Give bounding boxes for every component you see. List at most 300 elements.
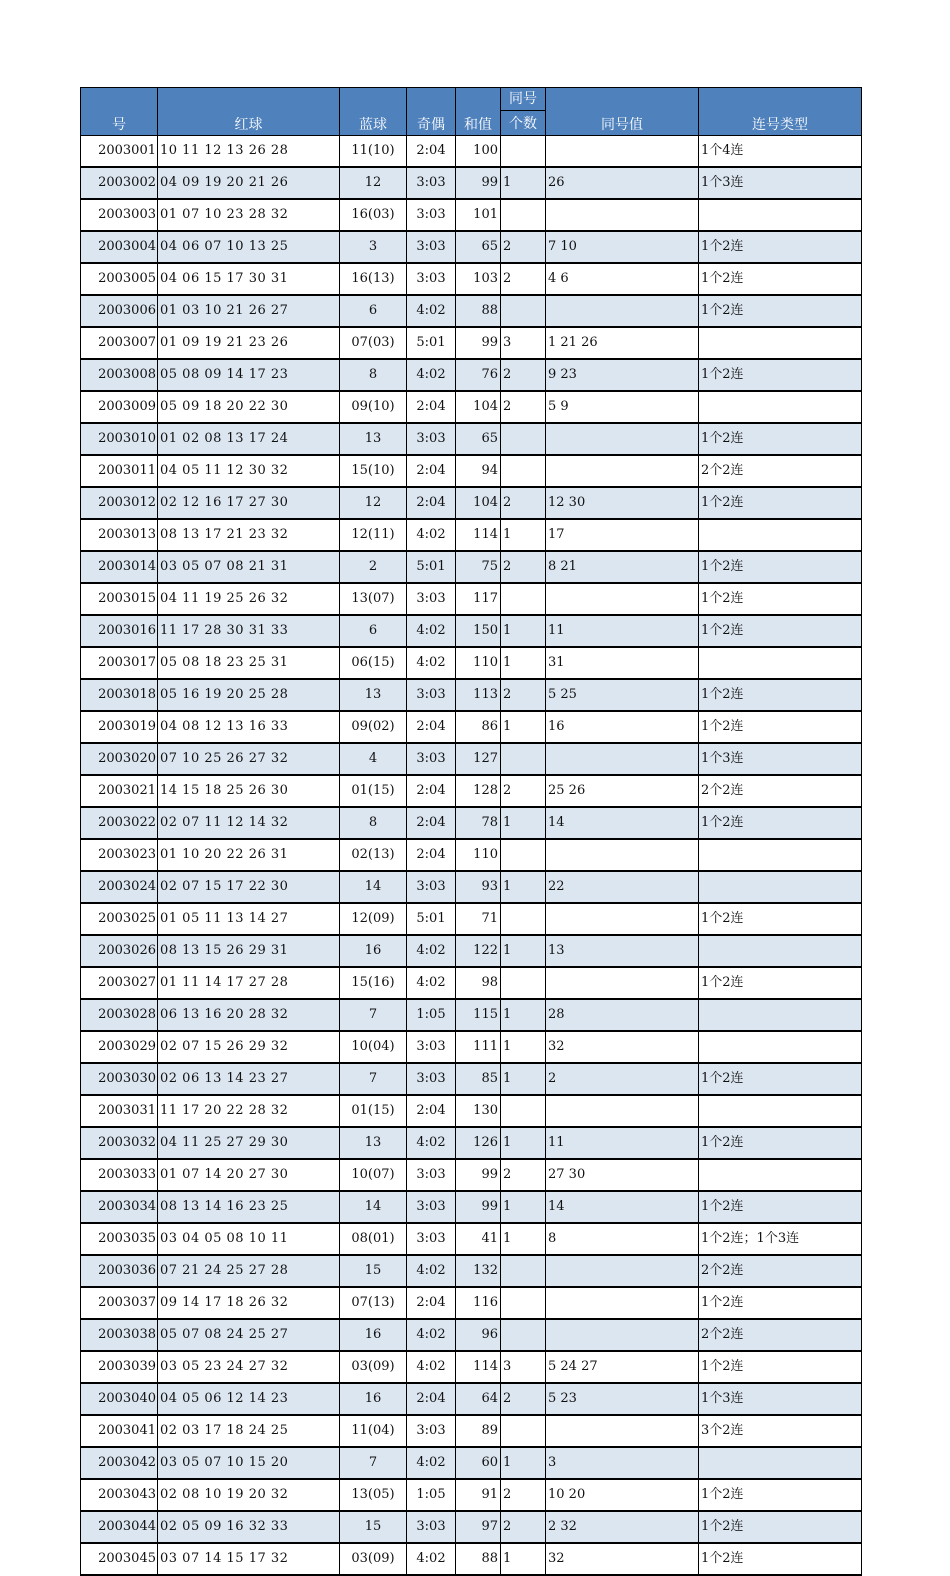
cell-sum: 64 bbox=[456, 1383, 501, 1415]
cell-sum: 94 bbox=[456, 455, 501, 487]
table-row bbox=[81, 136, 862, 168]
cell-issue: 2003002 bbox=[81, 167, 158, 199]
cell-red-balls: 08 13 14 16 23 25 bbox=[158, 1191, 340, 1223]
cell-issue: 2003034 bbox=[81, 1191, 158, 1223]
table-row bbox=[81, 775, 862, 807]
cell-same-count: 1 bbox=[501, 519, 546, 551]
cell-same-values: 28 bbox=[546, 999, 699, 1031]
cell-sum: 128 bbox=[456, 775, 501, 807]
cell-consecutive-type: 1个2连 bbox=[699, 1063, 862, 1095]
cell-blue-ball: 16 bbox=[340, 1319, 407, 1351]
table-row bbox=[81, 519, 862, 551]
cell-consecutive-type: 1个2连 bbox=[699, 583, 862, 615]
cell-same-count bbox=[501, 839, 546, 871]
cell-issue: 2003009 bbox=[81, 391, 158, 423]
cell-issue: 2003027 bbox=[81, 967, 158, 999]
cell-odd-even: 3:03 bbox=[407, 1159, 456, 1191]
cell-same-values: 25 26 bbox=[546, 775, 699, 807]
cell-issue: 2003022 bbox=[81, 807, 158, 839]
cell-consecutive-type bbox=[699, 871, 862, 903]
cell-issue: 2003038 bbox=[81, 1319, 158, 1351]
cell-sum: 110 bbox=[456, 647, 501, 679]
cell-same-values: 14 bbox=[546, 807, 699, 839]
cell-red-balls: 03 05 07 10 15 20 bbox=[158, 1447, 340, 1479]
header-odd-even: 奇偶 bbox=[407, 88, 456, 136]
cell-red-balls: 01 09 19 21 23 26 bbox=[158, 327, 340, 359]
cell-same-count bbox=[501, 199, 546, 231]
cell-sum: 91 bbox=[456, 1479, 501, 1511]
cell-red-balls: 05 07 08 24 25 27 bbox=[158, 1319, 340, 1351]
table-row bbox=[81, 391, 862, 423]
cell-same-count: 2 bbox=[501, 775, 546, 807]
cell-odd-even: 2:04 bbox=[407, 711, 456, 743]
cell-same-count: 2 bbox=[501, 1383, 546, 1415]
cell-blue-ball: 13(07) bbox=[340, 583, 407, 615]
table-row bbox=[81, 999, 862, 1031]
cell-same-values: 31 bbox=[546, 647, 699, 679]
cell-same-values: 7 10 bbox=[546, 231, 699, 263]
cell-consecutive-type: 1个2连 bbox=[699, 615, 862, 647]
cell-odd-even: 4:02 bbox=[407, 1255, 456, 1287]
cell-odd-even: 3:03 bbox=[407, 1223, 456, 1255]
cell-consecutive-type: 1个2连 bbox=[699, 423, 862, 455]
table-header bbox=[81, 88, 862, 136]
cell-red-balls: 01 11 14 17 27 28 bbox=[158, 967, 340, 999]
cell-blue-ball: 13 bbox=[340, 423, 407, 455]
cell-odd-even: 4:02 bbox=[407, 1127, 456, 1159]
cell-same-count bbox=[501, 1287, 546, 1319]
cell-odd-even: 1:05 bbox=[407, 1479, 456, 1511]
cell-issue: 2003017 bbox=[81, 647, 158, 679]
cell-same-values: 26 bbox=[546, 167, 699, 199]
cell-sum: 114 bbox=[456, 1351, 501, 1383]
table-row bbox=[81, 1415, 862, 1447]
header-red-balls: 红球 bbox=[158, 88, 340, 136]
cell-consecutive-type: 1个3连 bbox=[699, 1383, 862, 1415]
cell-same-values: 27 30 bbox=[546, 1159, 699, 1191]
cell-consecutive-type: 2个2连 bbox=[699, 1255, 862, 1287]
cell-sum: 99 bbox=[456, 1159, 501, 1191]
cell-red-balls: 04 11 19 25 26 32 bbox=[158, 583, 340, 615]
cell-consecutive-type: 1个3连 bbox=[699, 743, 862, 775]
cell-consecutive-type bbox=[699, 1159, 862, 1191]
cell-red-balls: 01 07 10 23 28 32 bbox=[158, 199, 340, 231]
cell-same-values bbox=[546, 839, 699, 871]
cell-issue: 2003032 bbox=[81, 1127, 158, 1159]
cell-same-count: 3 bbox=[501, 1351, 546, 1383]
cell-issue: 2003012 bbox=[81, 487, 158, 519]
cell-blue-ball: 7 bbox=[340, 1447, 407, 1479]
table-row bbox=[81, 1095, 862, 1127]
table-row bbox=[81, 359, 862, 391]
cell-issue: 2003030 bbox=[81, 1063, 158, 1095]
cell-red-balls: 04 08 12 13 16 33 bbox=[158, 711, 340, 743]
cell-issue: 2003040 bbox=[81, 1383, 158, 1415]
cell-odd-even: 4:02 bbox=[407, 519, 456, 551]
cell-odd-even: 5:01 bbox=[407, 903, 456, 935]
cell-consecutive-type: 1个2连 bbox=[699, 711, 862, 743]
cell-blue-ball: 8 bbox=[340, 359, 407, 391]
cell-same-count: 2 bbox=[501, 263, 546, 295]
cell-sum: 126 bbox=[456, 1127, 501, 1159]
cell-blue-ball: 09(02) bbox=[340, 711, 407, 743]
cell-consecutive-type: 1个2连 bbox=[699, 295, 862, 327]
cell-sum: 65 bbox=[456, 231, 501, 263]
cell-consecutive-type: 1个2连；1个3连 bbox=[699, 1223, 862, 1255]
cell-same-count: 3 bbox=[501, 327, 546, 359]
cell-odd-even: 4:02 bbox=[407, 647, 456, 679]
cell-same-values: 11 bbox=[546, 1127, 699, 1159]
cell-same-values: 3 bbox=[546, 1447, 699, 1479]
cell-same-count: 1 bbox=[501, 647, 546, 679]
cell-same-values bbox=[546, 1415, 699, 1447]
cell-issue: 2003008 bbox=[81, 359, 158, 391]
cell-same-values bbox=[546, 967, 699, 999]
cell-same-count: 1 bbox=[501, 615, 546, 647]
cell-odd-even: 4:02 bbox=[407, 359, 456, 391]
cell-blue-ball: 4 bbox=[340, 743, 407, 775]
cell-sum: 127 bbox=[456, 743, 501, 775]
cell-issue: 2003021 bbox=[81, 775, 158, 807]
cell-issue: 2003011 bbox=[81, 455, 158, 487]
table-row bbox=[81, 1479, 862, 1511]
cell-odd-even: 3:03 bbox=[407, 1415, 456, 1447]
cell-odd-even: 2:04 bbox=[407, 1383, 456, 1415]
cell-odd-even: 3:03 bbox=[407, 583, 456, 615]
cell-same-count: 1 bbox=[501, 711, 546, 743]
cell-same-count bbox=[501, 1095, 546, 1127]
cell-same-count bbox=[501, 903, 546, 935]
cell-same-values: 1 21 26 bbox=[546, 327, 699, 359]
cell-blue-ball: 7 bbox=[340, 1063, 407, 1095]
cell-blue-ball: 03(09) bbox=[340, 1351, 407, 1383]
header-sum: 和值 bbox=[456, 88, 501, 136]
cell-blue-ball: 08(01) bbox=[340, 1223, 407, 1255]
cell-blue-ball: 16(13) bbox=[340, 263, 407, 295]
cell-blue-ball: 07(13) bbox=[340, 1287, 407, 1319]
cell-red-balls: 02 07 15 17 22 30 bbox=[158, 871, 340, 903]
cell-red-balls: 05 08 18 23 25 31 bbox=[158, 647, 340, 679]
cell-blue-ball: 16 bbox=[340, 935, 407, 967]
table-row bbox=[81, 1127, 862, 1159]
cell-blue-ball: 03(09) bbox=[340, 1543, 407, 1575]
table-row bbox=[81, 295, 862, 327]
cell-same-values bbox=[546, 583, 699, 615]
cell-issue: 2003039 bbox=[81, 1351, 158, 1383]
cell-odd-even: 2:04 bbox=[407, 807, 456, 839]
table-row bbox=[81, 935, 862, 967]
cell-blue-ball: 7 bbox=[340, 999, 407, 1031]
cell-consecutive-type bbox=[699, 519, 862, 551]
cell-blue-ball: 09(10) bbox=[340, 391, 407, 423]
cell-sum: 76 bbox=[456, 359, 501, 391]
cell-blue-ball: 13 bbox=[340, 1127, 407, 1159]
cell-same-values bbox=[546, 1255, 699, 1287]
cell-red-balls: 01 10 20 22 26 31 bbox=[158, 839, 340, 871]
cell-blue-ball: 02(13) bbox=[340, 839, 407, 871]
cell-issue: 2003006 bbox=[81, 295, 158, 327]
cell-same-values: 5 9 bbox=[546, 391, 699, 423]
table-row bbox=[81, 967, 862, 999]
cell-blue-ball: 01(15) bbox=[340, 1095, 407, 1127]
cell-same-count bbox=[501, 1255, 546, 1287]
cell-blue-ball: 13 bbox=[340, 679, 407, 711]
table-row bbox=[81, 839, 862, 871]
cell-consecutive-type: 1个4连 bbox=[699, 136, 862, 168]
cell-same-values: 13 bbox=[546, 935, 699, 967]
cell-blue-ball: 06(15) bbox=[340, 647, 407, 679]
cell-same-values: 2 bbox=[546, 1063, 699, 1095]
cell-consecutive-type: 2个2连 bbox=[699, 1319, 862, 1351]
table-row bbox=[81, 1191, 862, 1223]
cell-same-values bbox=[546, 295, 699, 327]
cell-sum: 104 bbox=[456, 487, 501, 519]
cell-red-balls: 03 05 23 24 27 32 bbox=[158, 1351, 340, 1383]
cell-odd-even: 5:01 bbox=[407, 327, 456, 359]
cell-red-balls: 03 04 05 08 10 11 bbox=[158, 1223, 340, 1255]
cell-odd-even: 2:04 bbox=[407, 1287, 456, 1319]
cell-sum: 116 bbox=[456, 1287, 501, 1319]
table-row bbox=[81, 327, 862, 359]
cell-red-balls: 10 11 12 13 26 28 bbox=[158, 136, 340, 168]
cell-consecutive-type bbox=[699, 1447, 862, 1479]
cell-issue: 2003010 bbox=[81, 423, 158, 455]
cell-issue: 2003037 bbox=[81, 1287, 158, 1319]
cell-consecutive-type: 1个2连 bbox=[699, 1191, 862, 1223]
cell-blue-ball: 12 bbox=[340, 167, 407, 199]
cell-blue-ball: 12(09) bbox=[340, 903, 407, 935]
cell-same-count bbox=[501, 967, 546, 999]
cell-consecutive-type bbox=[699, 391, 862, 423]
cell-consecutive-type bbox=[699, 1031, 862, 1063]
cell-issue: 2003045 bbox=[81, 1543, 158, 1575]
cell-same-count bbox=[501, 295, 546, 327]
cell-same-values: 8 bbox=[546, 1223, 699, 1255]
cell-red-balls: 08 13 17 21 23 32 bbox=[158, 519, 340, 551]
cell-same-count: 2 bbox=[501, 679, 546, 711]
cell-consecutive-type: 1个2连 bbox=[699, 967, 862, 999]
cell-red-balls: 02 06 13 14 23 27 bbox=[158, 1063, 340, 1095]
cell-same-count: 1 bbox=[501, 999, 546, 1031]
table-body bbox=[81, 136, 862, 1576]
cell-sum: 111 bbox=[456, 1031, 501, 1063]
cell-odd-even: 3:03 bbox=[407, 423, 456, 455]
cell-sum: 93 bbox=[456, 871, 501, 903]
cell-same-values bbox=[546, 423, 699, 455]
cell-sum: 103 bbox=[456, 263, 501, 295]
cell-odd-even: 1:05 bbox=[407, 999, 456, 1031]
cell-blue-ball: 10(07) bbox=[340, 1159, 407, 1191]
cell-issue: 2003042 bbox=[81, 1447, 158, 1479]
cell-blue-ball: 07(03) bbox=[340, 327, 407, 359]
cell-red-balls: 05 09 18 20 22 30 bbox=[158, 391, 340, 423]
cell-red-balls: 11 17 28 30 31 33 bbox=[158, 615, 340, 647]
cell-consecutive-type bbox=[699, 647, 862, 679]
cell-odd-even: 3:03 bbox=[407, 743, 456, 775]
cell-same-count: 1 bbox=[501, 1127, 546, 1159]
cell-odd-even: 4:02 bbox=[407, 1543, 456, 1575]
cell-sum: 101 bbox=[456, 199, 501, 231]
cell-same-count: 2 bbox=[501, 359, 546, 391]
cell-issue: 2003024 bbox=[81, 871, 158, 903]
cell-same-values: 4 6 bbox=[546, 263, 699, 295]
cell-sum: 114 bbox=[456, 519, 501, 551]
cell-odd-even: 3:03 bbox=[407, 263, 456, 295]
cell-odd-even: 2:04 bbox=[407, 487, 456, 519]
cell-same-values: 8 21 bbox=[546, 551, 699, 583]
cell-red-balls: 08 13 15 26 29 31 bbox=[158, 935, 340, 967]
cell-same-count: 2 bbox=[501, 551, 546, 583]
cell-odd-even: 2:04 bbox=[407, 775, 456, 807]
cell-consecutive-type: 1个2连 bbox=[699, 359, 862, 391]
cell-same-count bbox=[501, 423, 546, 455]
cell-blue-ball: 10(04) bbox=[340, 1031, 407, 1063]
cell-sum: 65 bbox=[456, 423, 501, 455]
cell-odd-even: 2:04 bbox=[407, 1095, 456, 1127]
cell-sum: 104 bbox=[456, 391, 501, 423]
table-row bbox=[81, 1159, 862, 1191]
table-row bbox=[81, 1223, 862, 1255]
cell-sum: 99 bbox=[456, 1191, 501, 1223]
cell-red-balls: 04 05 06 12 14 23 bbox=[158, 1383, 340, 1415]
cell-red-balls: 04 09 19 20 21 26 bbox=[158, 167, 340, 199]
cell-same-count bbox=[501, 743, 546, 775]
cell-blue-ball: 12(11) bbox=[340, 519, 407, 551]
cell-sum: 71 bbox=[456, 903, 501, 935]
table-row bbox=[81, 647, 862, 679]
cell-same-values bbox=[546, 743, 699, 775]
cell-sum: 89 bbox=[456, 1415, 501, 1447]
cell-issue: 2003007 bbox=[81, 327, 158, 359]
cell-same-values: 10 20 bbox=[546, 1479, 699, 1511]
header-same-values: 同号值 bbox=[546, 88, 699, 136]
cell-same-count: 2 bbox=[501, 231, 546, 263]
cell-same-count: 1 bbox=[501, 1063, 546, 1095]
cell-issue: 2003041 bbox=[81, 1415, 158, 1447]
cell-issue: 2003044 bbox=[81, 1511, 158, 1543]
cell-issue: 2003018 bbox=[81, 679, 158, 711]
cell-issue: 2003035 bbox=[81, 1223, 158, 1255]
cell-same-count: 1 bbox=[501, 167, 546, 199]
cell-odd-even: 2:04 bbox=[407, 391, 456, 423]
cell-red-balls: 11 17 20 22 28 32 bbox=[158, 1095, 340, 1127]
cell-issue: 2003023 bbox=[81, 839, 158, 871]
header-same-count: 同号 个数 bbox=[501, 88, 546, 136]
cell-blue-ball: 15(10) bbox=[340, 455, 407, 487]
cell-blue-ball: 2 bbox=[340, 551, 407, 583]
cell-red-balls: 01 05 11 13 14 27 bbox=[158, 903, 340, 935]
cell-sum: 41 bbox=[456, 1223, 501, 1255]
table-row bbox=[81, 423, 862, 455]
cell-issue: 2003028 bbox=[81, 999, 158, 1031]
cell-issue: 2003003 bbox=[81, 199, 158, 231]
table-row bbox=[81, 199, 862, 231]
cell-red-balls: 14 15 18 25 26 30 bbox=[158, 775, 340, 807]
cell-odd-even: 4:02 bbox=[407, 615, 456, 647]
cell-sum: 60 bbox=[456, 1447, 501, 1479]
cell-red-balls: 02 07 11 12 14 32 bbox=[158, 807, 340, 839]
table-row bbox=[81, 1447, 862, 1479]
cell-issue: 2003031 bbox=[81, 1095, 158, 1127]
cell-consecutive-type: 1个2连 bbox=[699, 231, 862, 263]
cell-odd-even: 3:03 bbox=[407, 1191, 456, 1223]
cell-issue: 2003014 bbox=[81, 551, 158, 583]
table-row bbox=[81, 711, 862, 743]
cell-sum: 110 bbox=[456, 839, 501, 871]
cell-consecutive-type bbox=[699, 327, 862, 359]
cell-same-count: 1 bbox=[501, 1191, 546, 1223]
table-row bbox=[81, 1031, 862, 1063]
cell-sum: 100 bbox=[456, 136, 501, 168]
cell-consecutive-type bbox=[699, 999, 862, 1031]
cell-same-values bbox=[546, 1287, 699, 1319]
cell-red-balls: 04 11 25 27 29 30 bbox=[158, 1127, 340, 1159]
cell-odd-even: 5:01 bbox=[407, 551, 456, 583]
cell-same-count: 2 bbox=[501, 487, 546, 519]
cell-odd-even: 3:03 bbox=[407, 871, 456, 903]
cell-consecutive-type bbox=[699, 935, 862, 967]
cell-consecutive-type bbox=[699, 839, 862, 871]
lottery-history-table bbox=[80, 87, 862, 1576]
cell-blue-ball: 3 bbox=[340, 231, 407, 263]
cell-consecutive-type: 1个2连 bbox=[699, 263, 862, 295]
cell-sum: 98 bbox=[456, 967, 501, 999]
cell-same-count: 1 bbox=[501, 871, 546, 903]
cell-same-count: 1 bbox=[501, 1447, 546, 1479]
table-row bbox=[81, 487, 862, 519]
cell-same-values: 32 bbox=[546, 1543, 699, 1575]
table-row bbox=[81, 167, 862, 199]
header-consecutive-type: 连号类型 bbox=[699, 88, 862, 136]
cell-consecutive-type: 1个2连 bbox=[699, 1127, 862, 1159]
cell-blue-ball: 15(16) bbox=[340, 967, 407, 999]
cell-same-count: 1 bbox=[501, 935, 546, 967]
cell-odd-even: 4:02 bbox=[407, 967, 456, 999]
table-row bbox=[81, 1383, 862, 1415]
cell-consecutive-type: 3个2连 bbox=[699, 1415, 862, 1447]
cell-blue-ball: 12 bbox=[340, 487, 407, 519]
cell-odd-even: 3:03 bbox=[407, 1031, 456, 1063]
cell-issue: 2003016 bbox=[81, 615, 158, 647]
cell-sum: 86 bbox=[456, 711, 501, 743]
cell-sum: 132 bbox=[456, 1255, 501, 1287]
cell-red-balls: 04 05 11 12 30 32 bbox=[158, 455, 340, 487]
cell-issue: 2003005 bbox=[81, 263, 158, 295]
table-row bbox=[81, 679, 862, 711]
cell-consecutive-type: 1个2连 bbox=[699, 807, 862, 839]
cell-blue-ball: 15 bbox=[340, 1511, 407, 1543]
cell-consecutive-type: 1个2连 bbox=[699, 679, 862, 711]
cell-sum: 117 bbox=[456, 583, 501, 615]
cell-consecutive-type bbox=[699, 199, 862, 231]
cell-red-balls: 01 03 10 21 26 27 bbox=[158, 295, 340, 327]
cell-consecutive-type: 1个2连 bbox=[699, 551, 862, 583]
cell-odd-even: 4:02 bbox=[407, 1447, 456, 1479]
cell-same-values: 11 bbox=[546, 615, 699, 647]
cell-sum: 85 bbox=[456, 1063, 501, 1095]
cell-same-count bbox=[501, 455, 546, 487]
cell-same-values: 5 25 bbox=[546, 679, 699, 711]
cell-sum: 122 bbox=[456, 935, 501, 967]
cell-odd-even: 2:04 bbox=[407, 839, 456, 871]
cell-same-count: 2 bbox=[501, 1511, 546, 1543]
cell-issue: 2003025 bbox=[81, 903, 158, 935]
cell-odd-even: 4:02 bbox=[407, 1351, 456, 1383]
cell-same-count bbox=[501, 1415, 546, 1447]
cell-consecutive-type: 1个2连 bbox=[699, 903, 862, 935]
cell-same-count: 1 bbox=[501, 1031, 546, 1063]
cell-same-values bbox=[546, 199, 699, 231]
